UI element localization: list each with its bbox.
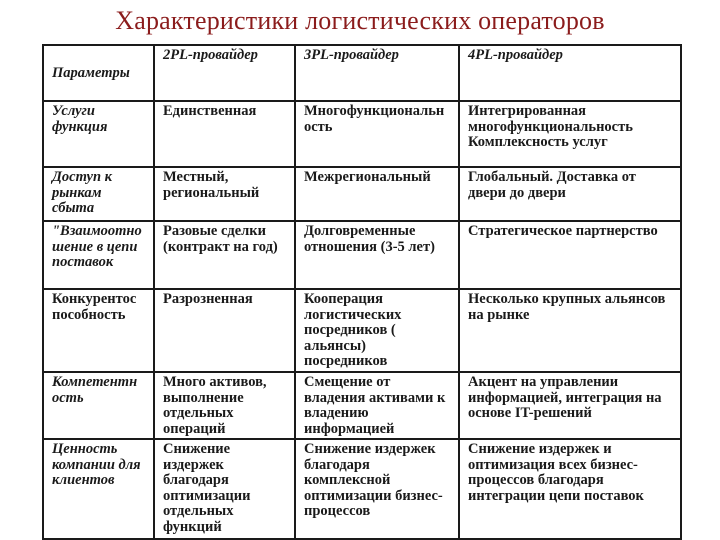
cell-4pl: Акцент на управлении информацией, интеграция на основе IT-решений (459, 372, 681, 439)
cell-2pl: Разовые сделки (контракт на год) (154, 221, 295, 289)
cell-4pl: Несколько крупных альянсов на рынке (459, 289, 681, 372)
table-row (43, 221, 681, 289)
table-row (43, 439, 681, 539)
table-header-row (43, 45, 681, 101)
cell-3pl: Кооперация логистических посредников ( альянсы) посредников (295, 289, 459, 372)
table-row (43, 289, 681, 372)
cell-2pl: Разрозненная (154, 289, 295, 372)
page-title: Характеристики логистических операторов (115, 6, 605, 35)
operators-table (42, 44, 682, 540)
row-param-cell: Компетентн ость (43, 372, 154, 439)
cell-4pl: Глобальный. Доставка от двери до двери (459, 167, 681, 221)
header-parameters: Параметры (43, 45, 154, 101)
table-row (43, 101, 681, 167)
row-param-cell: Доступ к рынкам сбыта (43, 167, 154, 221)
cell-3pl: Снижение издержек благодаря комплексной оптимизации бизнес-процессов (295, 439, 459, 539)
row-param-cell: "Взаимоотно шение в цепи поставок (43, 221, 154, 289)
header-4pl: 4PL-провайдер (459, 45, 681, 101)
header-3pl: 3PL-провайдер (295, 45, 459, 101)
table-row (43, 372, 681, 439)
cell-2pl: Снижение издержек благодаря оптимизации отдельных функций (154, 439, 295, 539)
cell-3pl: Многофункциональн ость (295, 101, 459, 167)
row-param-cell: Ценность компании для клиентов (43, 439, 154, 539)
cell-3pl: Долговременные отношения (3-5 лет) (295, 221, 459, 289)
row-param-cell: Конкурентос пособность (43, 289, 154, 372)
cell-2pl: Единственная (154, 101, 295, 167)
cell-4pl: Интегрированная многофункциональность Комплексность услуг (459, 101, 681, 167)
cell-3pl: Смещение от владения активами к владению информацией (295, 372, 459, 439)
row-param-cell: Услуги функция (43, 101, 154, 167)
cell-4pl: Снижение издержек и оптимизация всех бизнес-процессов благодаря интеграции цепи поставок (459, 439, 681, 539)
table-row (43, 167, 681, 221)
cell-2pl: Много активов, выполнение отдельных операций (154, 372, 295, 439)
cell-4pl: Стратегическое партнерство (459, 221, 681, 289)
cell-3pl: Межрегиональный (295, 167, 459, 221)
header-2pl: 2PL-провайдер (154, 45, 295, 101)
cell-2pl: Местный, региональный (154, 167, 295, 221)
